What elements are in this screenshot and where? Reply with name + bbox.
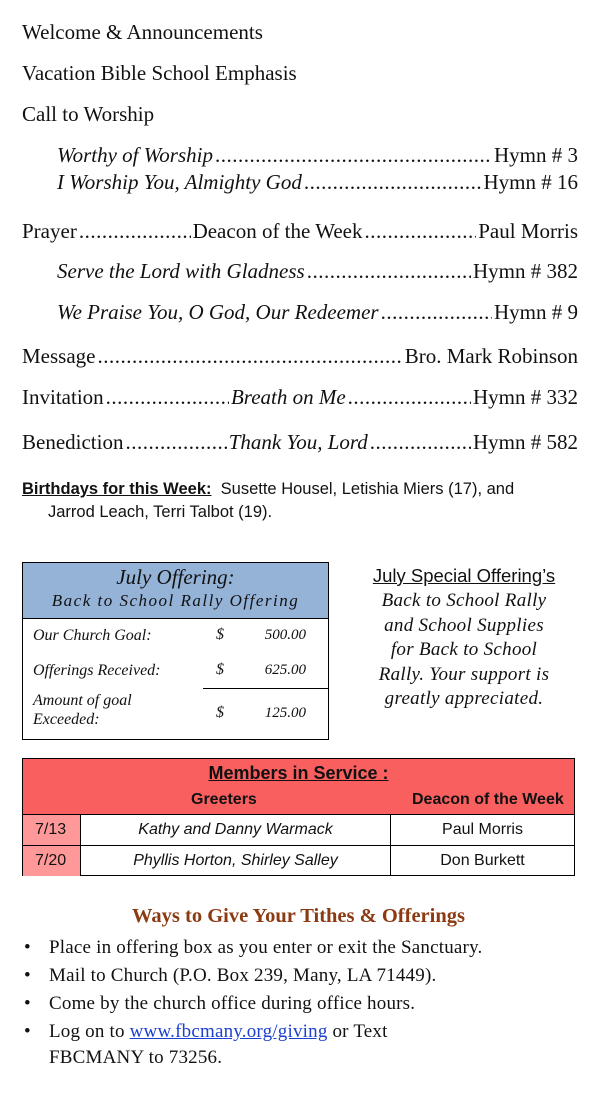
offering-goal-amount: 500.00 [264,627,306,643]
hymn-title: Serve the Lord with Gladness [57,259,305,283]
special-line: and School Supplies [384,614,544,636]
leader-dots [79,219,191,244]
call-to-worship-item: Call to Worship [22,102,155,126]
online-prefix: Log on to [49,1021,125,1042]
special-offering-note [340,565,588,712]
invitation-row [22,385,578,410]
hymn-number: Hymn # 582 [473,430,578,454]
members-title: Members in Service : [208,763,389,783]
call-hymn-row [57,143,578,168]
hymn-title: We Praise You, O God, Our Redeemer [57,300,379,324]
message-row [22,344,578,369]
hymn-title: I Worship You, Almighty God [57,170,302,194]
leader-dots [215,143,492,168]
list-item: • Come by the church office during office hours. [22,990,587,1018]
birthdays-block [22,478,582,524]
special-offering-text [340,589,588,712]
invitation-label: Invitation [22,385,104,409]
offering-received-label: Offerings Received: [33,662,161,679]
leader-dots [106,385,229,410]
vbs-item: Vacation Bible School Emphasis [22,61,297,85]
online-suffix: or Text [332,1021,388,1042]
offering-exceeded-amount: 125.00 [264,705,306,721]
special-line: Back to School Rally [381,590,547,611]
greeters-cell: Kathy and Danny Warmack [81,815,391,845]
hymn-number: Hymn # 3 [494,143,578,167]
table-row [23,845,574,876]
leader-dots [125,430,226,455]
deacon-column-header: Deacon of the Week [412,791,564,808]
song-row [57,300,578,325]
list-item: • Place in offering box as you enter or exit the Sanctuary. [22,934,587,962]
offering-header [23,563,328,619]
list-item: • Mail to Church (P.O. Box 239, Many, LA 71449). [22,962,587,990]
prayer-name: Paul Morris [478,219,578,243]
offering-received-amount: 625.00 [264,662,306,678]
hymn-number: Hymn # 9 [494,300,578,324]
ways-to-give-list [22,934,587,1070]
july-offering-box [22,562,329,740]
welcome-item: Welcome & Announcements [22,20,263,44]
offering-exceeded-label: Amount of goal Exceeded: [33,692,132,728]
offering-divider [203,688,329,689]
prayer-role: Deacon of the Week [192,219,363,243]
leader-dots [370,430,471,455]
hymn-number: Hymn # 16 [483,170,578,194]
offering-currency: $ [216,704,224,721]
call-hymn-row [57,170,578,195]
deacon-cell: Paul Morris [442,821,523,838]
text-giving-instruction: FBCMANY to 73256. [49,1047,223,1068]
leader-dots [304,170,482,195]
giving-link[interactable]: www.fbcmany.org/giving [129,1021,328,1042]
benediction-row [22,430,578,455]
service-date: 7/20 [23,846,81,876]
offering-title: July Offering: [116,565,235,589]
deacon-cell: Don Burkett [440,852,525,869]
offering-currency: $ [216,661,224,678]
special-line: Rally. Your support is [378,663,550,685]
leader-dots [381,300,492,325]
ways-to-give-title: Ways to Give Your Tithes & Offerings [132,905,465,927]
special-offering-title: July Special Offering’s [372,565,556,586]
invitation-title: Breath on Me [230,385,346,409]
leader-dots [307,259,471,284]
message-label: Message [22,344,96,368]
hymn-number: Hymn # 332 [472,385,578,409]
table-row [23,814,574,845]
offering-currency: $ [216,626,224,643]
prayer-row [22,219,578,244]
birthdays-line1: Susette Housel, Letishia Miers (17), and [220,480,515,498]
hymn-number: Hymn # 382 [473,259,578,283]
greeters-column-header: Greeters [191,791,257,808]
list-item [22,1018,587,1070]
leader-dots [97,344,402,369]
leader-dots [365,219,477,244]
members-in-service-table [22,758,575,876]
birthdays-line2: Jarrod Leach, Terri Talbot (19). [48,503,273,521]
service-date: 7/13 [23,815,81,845]
song-row [57,259,578,284]
offering-goal-label: Our Church Goal: [33,627,152,644]
prayer-label: Prayer [22,219,77,243]
birthdays-label: Birthdays for this Week: [22,480,212,498]
members-header [23,759,574,814]
hymn-title: Worthy of Worship [57,143,213,167]
special-line: greatly appreciated. [384,688,544,709]
leader-dots [348,385,471,410]
special-line: for Back to School [390,639,538,660]
benediction-title: Thank You, Lord [228,430,368,454]
greeters-cell: Phyllis Horton, Shirley Salley [81,846,391,876]
offering-subtitle: Back to School Rally Offering [51,591,300,610]
message-speaker: Bro. Mark Robinson [404,344,578,368]
benediction-label: Benediction [22,430,124,454]
